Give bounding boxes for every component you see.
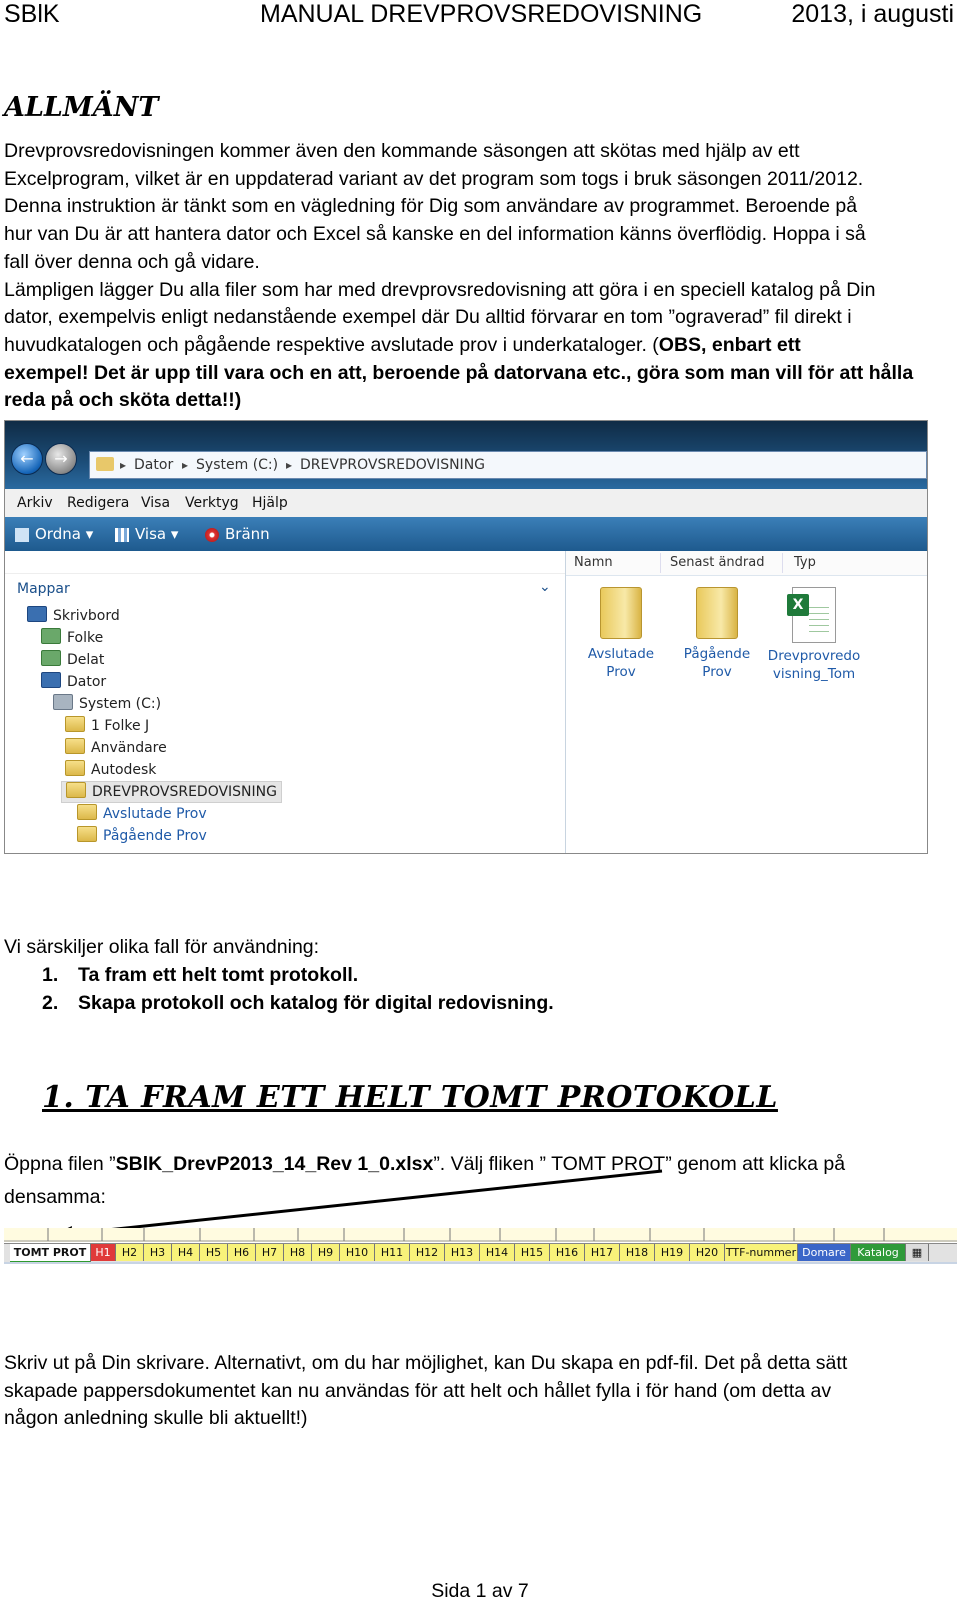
header-title: MANUAL DREVPROVSREDOVISNING	[260, 0, 703, 28]
text-line: Drevprovsredovisningen kommer även den kommande säsongen att skötas med hjälp av ett	[4, 140, 800, 162]
column-header-modified[interactable]: Senast ändrad	[670, 555, 765, 570]
file-item-label: Pågående	[683, 646, 751, 662]
sheet-tab[interactable]: H12	[410, 1244, 445, 1261]
folder-icon	[696, 587, 738, 639]
menu-item[interactable]: Visa	[141, 495, 171, 511]
folder-icon	[77, 826, 97, 842]
file-item[interactable]	[576, 587, 666, 681]
file-item-label: Avslutade	[587, 646, 655, 662]
sheet-tab-katalog[interactable]: Katalog	[851, 1244, 906, 1261]
forward-arrow-icon[interactable]: →	[45, 443, 77, 475]
sheet-tab[interactable]: H6	[228, 1244, 256, 1261]
tree-item[interactable]	[65, 738, 167, 758]
folders-label[interactable]: Mappar	[17, 581, 70, 597]
header-date: 2013, i augusti	[791, 0, 954, 28]
text-line: dator, exempelvis enligt nedanstående exempel där Du alltid förvarar en tom ”ograverad” fil direkt i	[4, 306, 852, 329]
address-crumb[interactable]: ▸ DREVPROVSREDOVISNING	[286, 452, 485, 478]
folder-icon	[96, 457, 114, 471]
tree-item-selected[interactable]	[61, 781, 282, 803]
tree-item-label: DREVPROVSREDOVISNING	[92, 784, 277, 800]
sheet-tab-tomt-prot[interactable]: TOMT PROT	[10, 1244, 91, 1263]
explorer-menu-bar	[5, 489, 927, 517]
list-number: 1.	[42, 964, 59, 986]
file-item-label: Prov	[702, 664, 732, 680]
tree-item[interactable]	[77, 826, 207, 846]
folder-icon	[65, 760, 85, 776]
tree-item[interactable]	[41, 650, 104, 670]
usage-list	[42, 962, 942, 1017]
folder-icon	[66, 782, 86, 798]
computer-icon	[41, 672, 61, 688]
file-item[interactable]	[764, 587, 864, 683]
general-paragraph-1	[4, 138, 949, 415]
tree-item-label: Folke	[67, 630, 104, 646]
sheet-tab[interactable]: H1	[91, 1244, 116, 1261]
menu-item[interactable]: Arkiv	[17, 495, 53, 511]
tree-item-label: Avslutade Prov	[103, 806, 207, 822]
folder-icon	[65, 738, 85, 754]
file-list-pane	[566, 551, 927, 853]
sheet-tab[interactable]: H17	[585, 1244, 620, 1261]
sheet-tab[interactable]: H14	[480, 1244, 515, 1261]
print-paragraph	[4, 1350, 949, 1433]
address-crumb[interactable]: ▸ Dator	[120, 452, 173, 478]
explorer-screenshot	[4, 420, 928, 854]
folder-tree-pane	[5, 551, 566, 853]
tree-item-label: System (C:)	[79, 696, 162, 712]
menu-item[interactable]: Hjälp	[252, 495, 288, 511]
sheet-tab[interactable]: H11	[375, 1244, 410, 1261]
button-label: Ordna	[35, 525, 81, 543]
pane-strip	[5, 551, 565, 574]
burn-icon	[205, 528, 219, 542]
user-folder-icon	[41, 628, 61, 644]
insert-sheet-icon[interactable]: ▦	[906, 1244, 929, 1261]
address-bar[interactable]	[89, 451, 927, 479]
folder-icon	[600, 587, 642, 639]
section-heading-1: 1. TA FRAM ETT HELT TOMT PROTOKOLL	[42, 1080, 778, 1115]
text-line: Skriv ut på Din skrivare. Alternativt, om du har möjlighet, kan Du skapa en pdf-fil. Det på detta sätt	[4, 1352, 848, 1374]
explorer-toolbar	[5, 517, 927, 551]
burn-button[interactable]	[205, 517, 270, 551]
text-line: fall över denna och gå vidare.	[4, 250, 260, 273]
sheet-tab[interactable]: H5	[200, 1244, 228, 1261]
text-line	[4, 332, 949, 360]
tick-background	[4, 1228, 957, 1242]
view-button[interactable]: Visa ▾	[115, 517, 178, 551]
tree-item[interactable]	[77, 804, 207, 824]
sheet-tab[interactable]: H3	[144, 1244, 172, 1261]
tree-item[interactable]	[53, 694, 161, 714]
list-text: Skapa protokoll och katalog för digital redovisning.	[78, 991, 554, 1014]
text-line: skapade pappersdokumentet kan nu användas för att helt och hållet fylla i för hand (om detta av	[4, 1379, 832, 1402]
sheet-tab[interactable]: H19	[655, 1244, 690, 1261]
sheet-tab-ttf[interactable]: TTF-nummer	[725, 1246, 797, 1259]
tree-item-label: Autodesk	[91, 762, 157, 778]
back-arrow-icon[interactable]: ←	[11, 443, 43, 475]
tree-item[interactable]	[41, 672, 106, 692]
organize-button[interactable]: Ordna ▾	[15, 517, 93, 551]
file-item[interactable]	[672, 587, 762, 681]
list-number: 2.	[42, 991, 59, 1014]
file-name: SBlK_DrevP2013_14_Rev 1_0.xlsx	[115, 1153, 434, 1175]
sheet-tab[interactable]: H7	[256, 1244, 284, 1261]
folder-icon	[77, 804, 97, 820]
organize-icon	[15, 528, 29, 542]
sheet-tab[interactable]: H2	[116, 1244, 144, 1261]
tree-item-label: Användare	[91, 740, 167, 756]
text-line: någon anledning skulle bli aktuellt!)	[4, 1407, 308, 1430]
text-line-bold	[4, 360, 949, 388]
menu-item[interactable]: Verktyg	[185, 495, 239, 511]
text-line: Denna instruktion är tänkt som en vägledning för Dig som användare av programmet. Beroende på	[4, 195, 858, 218]
tree-item[interactable]	[27, 606, 120, 626]
arrow-line	[60, 1171, 662, 1235]
column-divider[interactable]	[660, 553, 661, 573]
text-line: hur van Du är att hantera dator och Excel så kanske en del information känns överflödig. Hoppa i så	[4, 223, 866, 246]
sheet-tab-bar	[4, 1243, 957, 1264]
text-line: densamma:	[4, 1186, 106, 1208]
usage-intro: Vi särskiljer olika fall för användning:	[4, 936, 320, 958]
menu-item[interactable]: Redigera	[67, 495, 130, 511]
tree-item[interactable]	[65, 716, 149, 736]
sheet-tab[interactable]: H4	[172, 1244, 200, 1261]
sheet-tab[interactable]: H13	[445, 1244, 480, 1261]
desktop-icon	[27, 606, 47, 622]
text-run-bold: reda på och sköta detta!!)	[4, 389, 242, 412]
folder-icon	[65, 716, 85, 732]
file-item-label: Drevprovredo	[767, 648, 861, 664]
text-run-bold: OBS, enbart ett	[658, 333, 801, 356]
user-folder-icon	[41, 650, 61, 666]
page-footer: Sida 1 av 7	[431, 1580, 529, 1602]
list-item	[42, 990, 942, 1018]
tree-item[interactable]	[65, 760, 156, 780]
column-header-name[interactable]: Namn	[574, 555, 613, 570]
sheet-tab[interactable]: H16	[550, 1244, 585, 1261]
text-run: ”. Välj fliken ” TOMT PROT” genom att klicka på	[433, 1153, 846, 1175]
column-header-row	[566, 551, 927, 576]
section-heading-general: ALLMÄNT	[4, 92, 159, 123]
tree-item-label: Skrivbord	[53, 608, 120, 624]
sheet-tab[interactable]: H20	[690, 1244, 725, 1261]
tree-item[interactable]	[41, 628, 103, 648]
file-item-label: visning_Tom	[772, 666, 856, 682]
button-label: Visa	[135, 525, 167, 543]
page-header	[4, 0, 954, 30]
list-item	[42, 962, 942, 990]
sheet-tab[interactable]: H18	[620, 1244, 655, 1261]
tree-item-label: 1 Folke J	[91, 718, 150, 734]
column-ticks	[4, 1228, 957, 1242]
drive-icon	[53, 694, 73, 710]
text-run: huvudkatalogen och pågående respektive avslutade prov i underkataloger. (	[4, 333, 659, 356]
column-header-type[interactable]: Typ	[794, 555, 816, 570]
text-run: Öppna filen ”	[4, 1153, 116, 1175]
tree-item-label: Dator	[67, 674, 107, 690]
sheet-tab[interactable]: H15	[515, 1244, 550, 1261]
tree-item-label: Pågående Prov	[103, 828, 207, 844]
text-line: Lämpligen lägger Du alla filer som har med drevprovsredovisning att göra i en speciell katalog på Din	[4, 278, 876, 301]
text-line: Excelprogram, vilket är en uppdaterad variant av det program som togs i bruk säsongen 2011/2012.	[4, 167, 864, 190]
column-divider[interactable]	[782, 553, 783, 573]
explorer-title-bar	[5, 421, 927, 489]
sheet-tab-domare[interactable]: Domare	[798, 1244, 851, 1261]
excel-file-icon	[792, 587, 836, 643]
header-org: SBlK	[4, 0, 60, 28]
sheet-tab[interactable]: H10	[340, 1244, 375, 1261]
sheet-tab[interactable]: H9	[312, 1244, 340, 1261]
sheet-tab[interactable]: H8	[284, 1244, 312, 1261]
text-line-bold	[4, 387, 949, 415]
file-item-label: Prov	[606, 664, 636, 680]
chevron-down-icon[interactable]: ⌄	[539, 579, 551, 595]
view-icon	[115, 528, 129, 542]
tree-item-label: Delat	[67, 652, 105, 668]
text-run-bold: exempel! Det är upp till vara och en att, beroende på datorvana etc., göra som man vill för att hålla	[4, 361, 914, 384]
address-crumb[interactable]: ▸ System (C:)	[182, 452, 278, 478]
button-label: Bränn	[225, 525, 270, 543]
list-text: Ta fram ett helt tomt protokoll.	[78, 964, 359, 986]
